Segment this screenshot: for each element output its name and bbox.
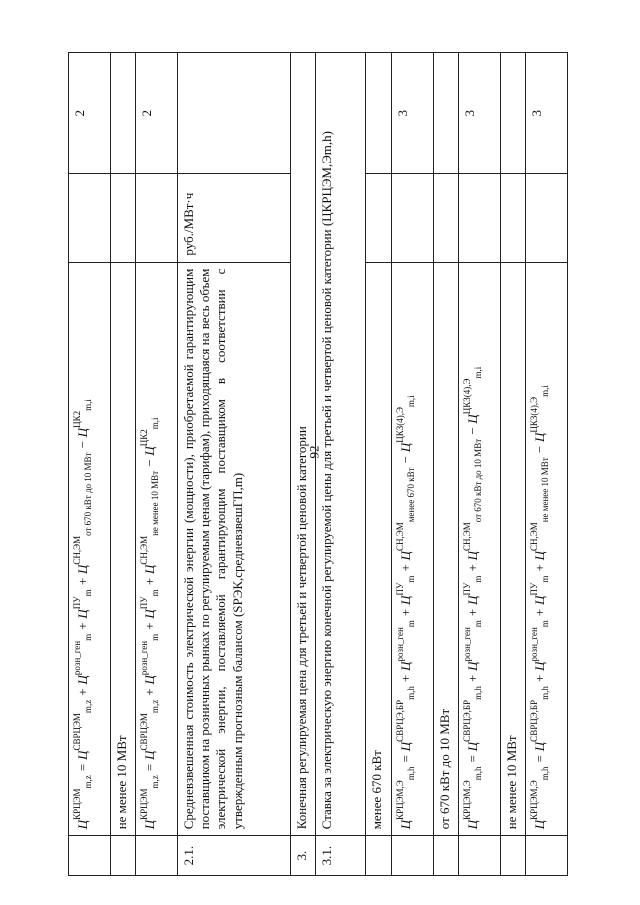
description-cell: Ставка за электрическую энергию конечной регулируемой цены для третьей и четвертой ценовой категории (ЦКРЦЭМ,Эm,h) — [316, 53, 366, 836]
table-rotated-container — [68, 52, 568, 876]
formula-cell: $Ц^{КРЦЭМ,Э}_{m,h} = Ц^{СВРЦЭ,БР}_{m,h} + Ц^{розн\_ген}_m + Ц^{ПУ}_m + Ц^{СН,ЭМ}_{от 670 кВт до 10 МВт} - Ц^{ЦКЗ(4),Э}_{m,i}$ — [458, 262, 500, 836]
index-cell — [110, 53, 135, 174]
unit-cell — [110, 174, 135, 262]
index-cell: 2 — [69, 53, 111, 174]
index-cell: 3 — [391, 53, 433, 174]
table-row — [366, 53, 391, 876]
section-heading: Конечная регулируемая цена для третьей и четвертой ценовой категории — [290, 53, 315, 836]
table-row — [526, 53, 568, 876]
table-row — [316, 53, 366, 876]
table-row — [433, 53, 458, 876]
unit-cell: руб./МВт·ч — [177, 174, 290, 262]
unit-cell — [458, 174, 500, 262]
row-number — [433, 836, 458, 876]
row-number — [526, 836, 568, 876]
unit-cell — [136, 174, 178, 262]
description-cell: Средневзвешенная стоимость электрической энергии (мощности), приобретаемой гарантирующим поставщиком на розничных рынках по регулируемым ценам (тарифам), приходящаяся на весь объем электрической энергии, поставляемой гарантирующим поставщиком в соответствии с утвержденным прогнозным балансом (SРЭК,средневзвешГП,m) — [177, 262, 290, 836]
row-number — [110, 836, 135, 876]
table-row — [500, 53, 525, 876]
category-label: не менее 10 МВт — [500, 262, 525, 836]
formula-cell: $Ц^{КРЦЭМ,Э}_{m,h} = Ц^{СВРЦЭ,БР}_{m,h} + Ц^{розн\_ген}_m + Ц^{ПУ}_m + Ц^{СН,ЭМ}_{менее 670 кВт} - Ц^{ЦКЗ(4),Э}_{m,i}$ — [391, 262, 433, 836]
index-cell — [433, 53, 458, 174]
row-number — [500, 836, 525, 876]
row-number — [391, 836, 433, 876]
index-cell — [366, 53, 391, 174]
category-label: не менее 10 МВт — [110, 262, 135, 836]
category-label: от 670 кВт до 10 МВт — [433, 262, 458, 836]
index-cell — [177, 53, 290, 174]
page-number: 92 — [306, 445, 322, 459]
row-number: 3. — [290, 836, 315, 876]
unit-cell — [391, 174, 433, 262]
table-row — [177, 53, 290, 876]
table-row — [110, 53, 135, 876]
table-row — [136, 53, 178, 876]
row-number — [69, 836, 111, 876]
row-number: 2.1. — [177, 836, 290, 876]
table-row — [458, 53, 500, 876]
index-cell: 3 — [458, 53, 500, 174]
category-label: менее 670 кВт — [366, 262, 391, 836]
index-cell: 2 — [136, 53, 178, 174]
formula-cell: $Ц^{КРЦЭМ}_{m,z} = Ц^{СВРЦЭМ}_{m,z} + Ц^{розн\_ген}_m + Ц^{ПУ}_m + Ц^{СН,ЭМ}_{от 670 кВт до 10 МВт} - Ц^{ЦК2}_{m,i}$ — [69, 262, 111, 836]
table-row — [69, 53, 111, 876]
unit-cell — [526, 174, 568, 262]
row-number — [458, 836, 500, 876]
unit-cell — [433, 174, 458, 262]
unit-cell — [366, 174, 391, 262]
formula-cell: $Ц^{КРЦЭМ}_{m,z} = Ц^{СВРЦЭМ}_{m,z} + Ц^{розн\_ген}_m + Ц^{ПУ}_m + Ц^{СН,ЭМ}_{не менее 10 МВт} - Ц^{ЦК2}_{m,i}$ — [136, 262, 178, 836]
unit-cell — [69, 174, 111, 262]
tariff-table — [68, 52, 568, 876]
row-number: 3.1. — [316, 836, 366, 876]
row-number — [366, 836, 391, 876]
formula-cell: $Ц^{КРЦЭМ,Э}_{m,h} = Ц^{СВРЦЭ,БР}_{m,h} + Ц^{розн\_ген}_m + Ц^{ПУ}_m + Ц^{СН,ЭМ}_{не менее 10 МВт} - Ц^{ЦКЗ(4),Э}_{m,i}$ — [526, 262, 568, 836]
unit-cell — [500, 174, 525, 262]
table-row — [290, 53, 315, 876]
index-cell: 3 — [526, 53, 568, 174]
index-cell — [500, 53, 525, 174]
row-number — [136, 836, 178, 876]
table-row — [391, 53, 433, 876]
